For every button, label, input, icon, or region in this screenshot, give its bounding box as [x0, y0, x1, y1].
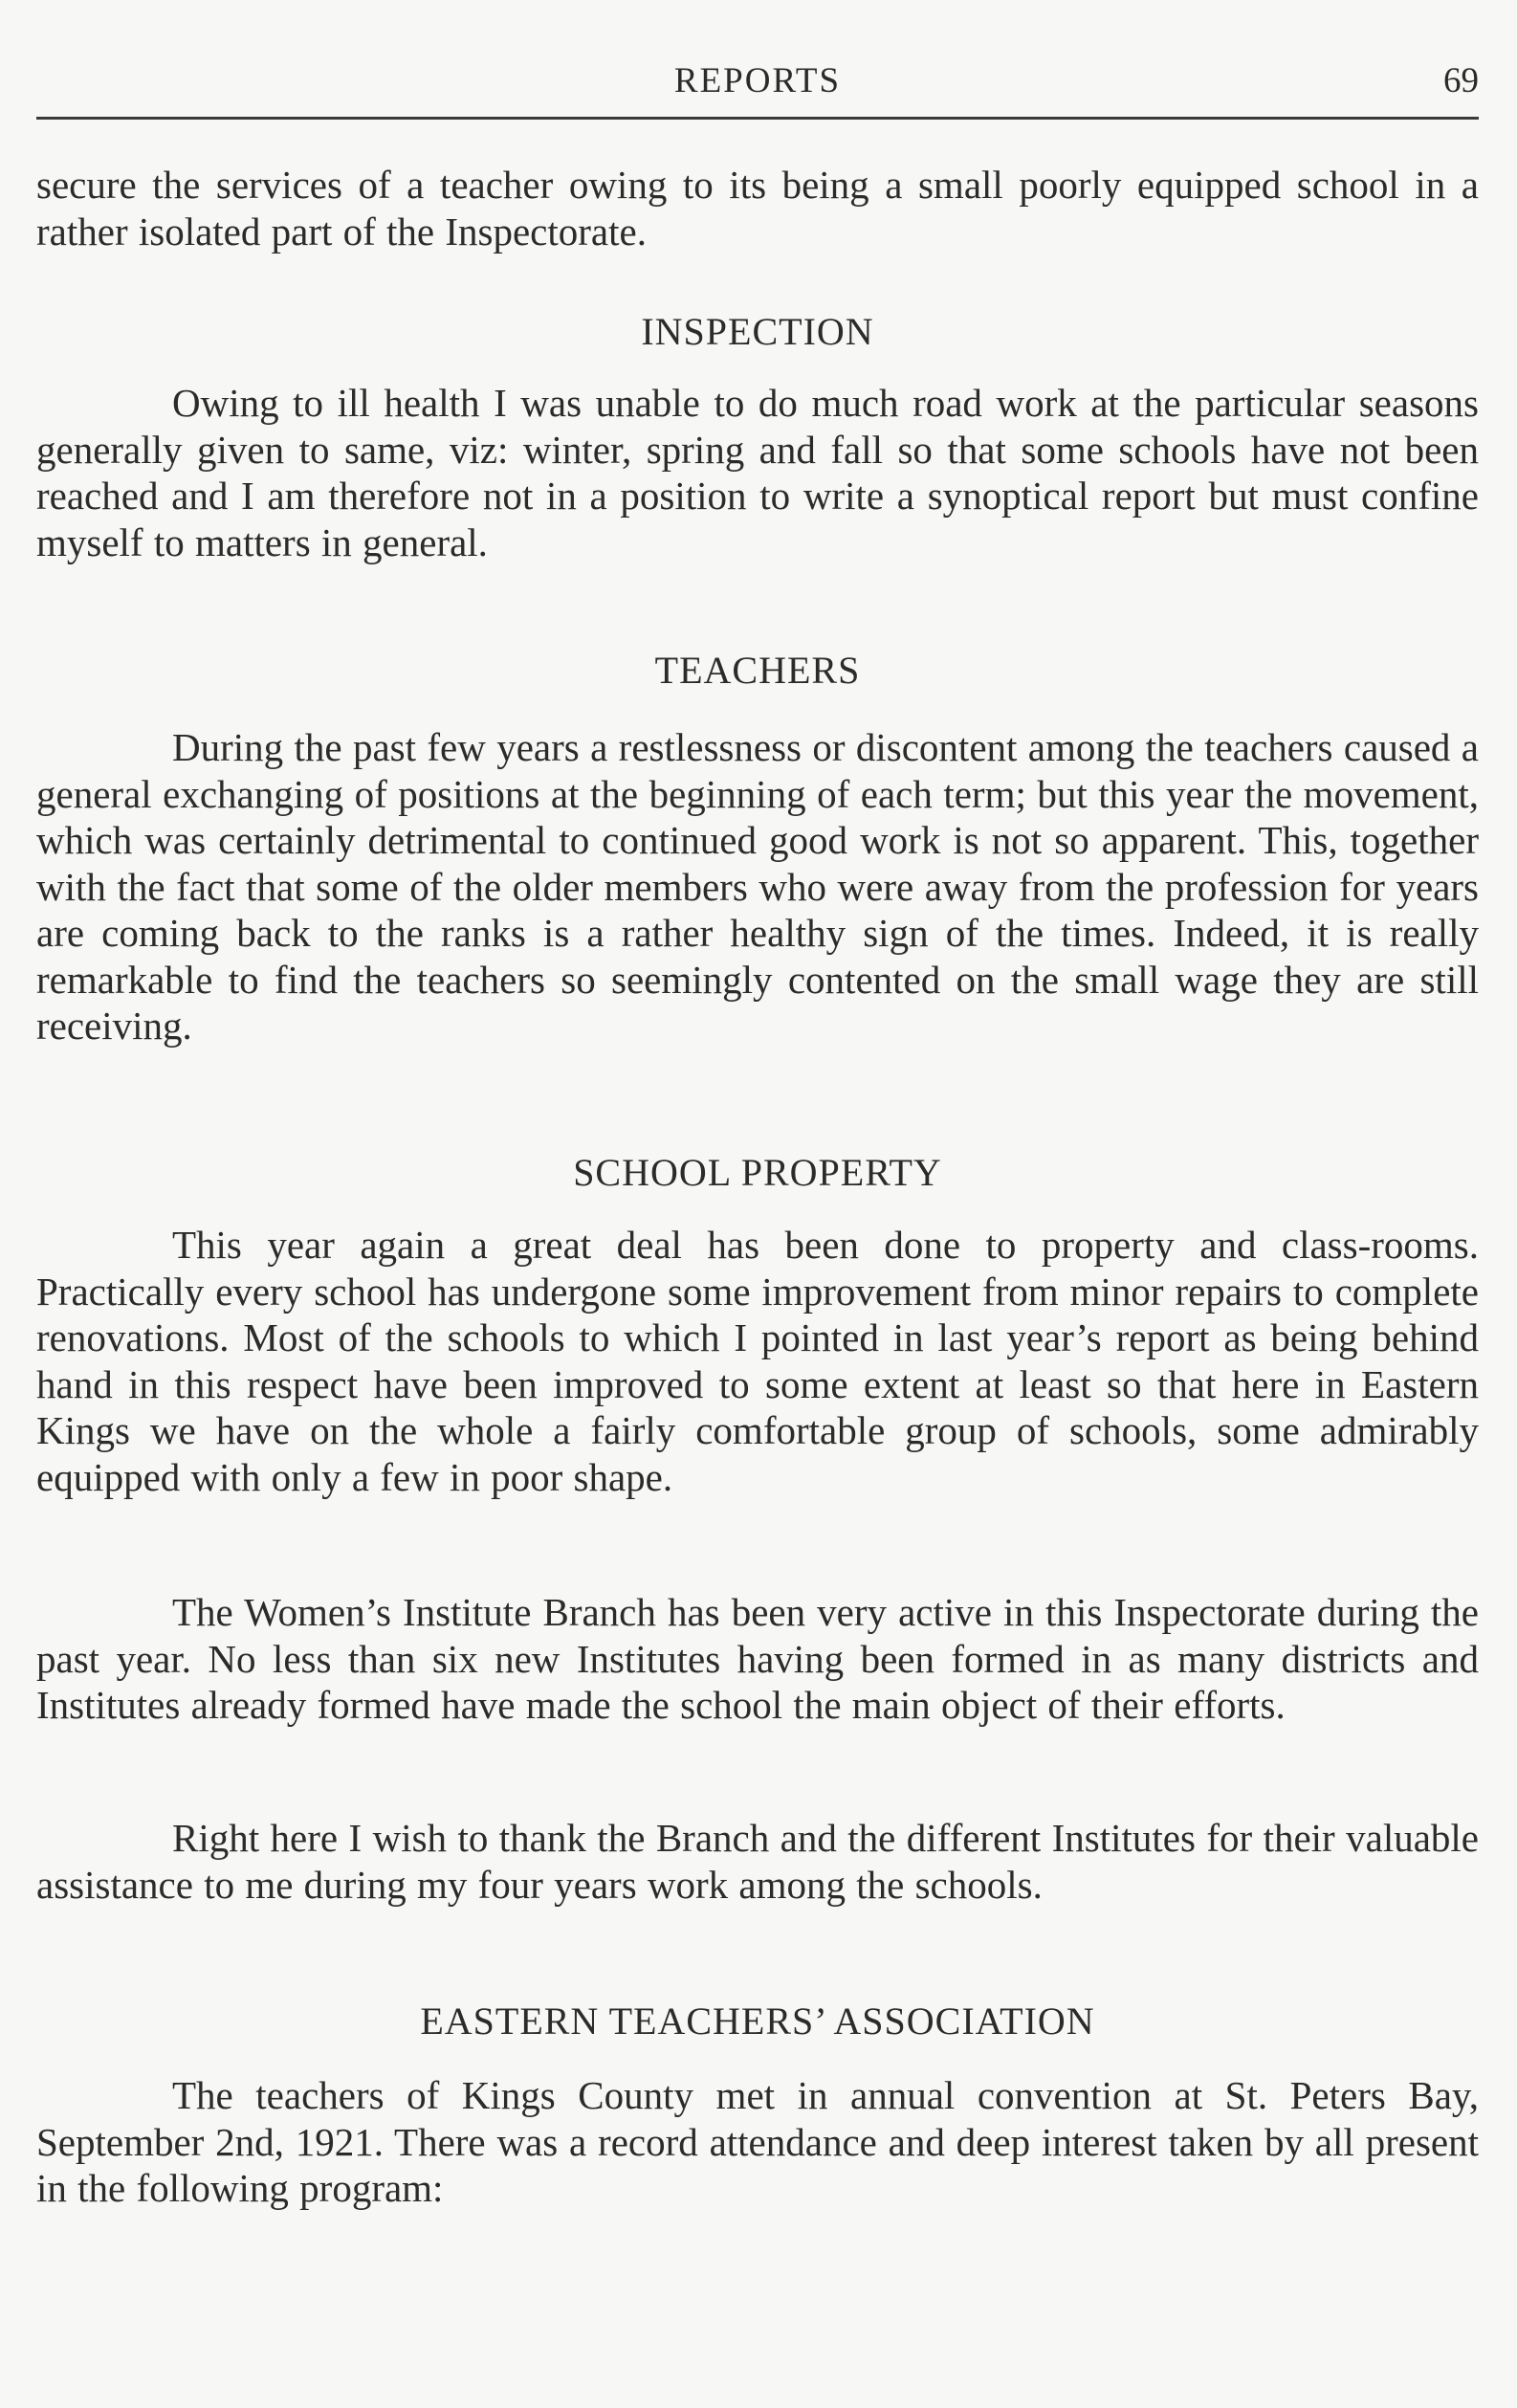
eastern-teachers-paragraph: The teachers of Kings County met in annual convention at St. Peters Bay, September 2nd, 1921. There was a record attendance and deep interest taken by all present in the following program:: [36, 2073, 1479, 2210]
intro-paragraph: secure the services of a teacher owing to its being a small poorly equipped school in a rather isolated part of the Inspectorate.: [36, 163, 1479, 254]
school-property-paragraph-3: Right here I wish to thank the Branch and the different Institutes for their valuable assistance to me during my four years work among the schools.: [36, 1816, 1479, 1907]
school-property-paragraph-2: The Women’s Institute Branch has been very active in this Inspectorate during the past year. No less than six new Institutes having been formed in as many districts and Institutes already formed have made the school the main object of their efforts.: [36, 1590, 1479, 1727]
inspection-paragraph: Owing to ill health I was unable to do much road work at the particular seasons generally given to same, viz: winter, spring and fall so that some schools have not been reached and I am therefore not in a position to write a synoptical report but must confine myself to matters in general.: [36, 381, 1479, 564]
teachers-paragraph: During the past few years a restlessness or discontent among the teachers caused a general exchanging of positions at the beginning of each term; but this year the movement, which was certainly detrimental to continued good work is not so apparent. This, together with the fact that some of the older members who were away from the profession for years are coming back to the ranks is a rather healthy sign of the times. Indeed, it is really remarkable to find the teachers so seemingly contented on the small wage they are still receiving.: [36, 725, 1479, 1048]
page-number: 69: [1443, 61, 1479, 100]
running-title: REPORTS: [673, 61, 842, 100]
eastern-teachers-heading: EASTERN TEACHERS’ ASSOCIATION: [420, 1999, 1095, 2043]
inspection-heading: INSPECTION: [641, 310, 874, 353]
running-header: [36, 57, 1479, 120]
school-property-paragraph-1: This year again a great deal has been done to property and class-rooms. Practically every school has undergone some improvement from minor repairs to complete renovations. Most of the schools to which I pointed in last year’s report as being behind hand in this respect have been improved to some extent at least so that here in Eastern Kings we have on the whole a fairly comfortable group of schools, some admirably equipped with only a few in poor shape.: [36, 1223, 1479, 1499]
teachers-heading: TEACHERS: [654, 649, 861, 692]
school-property-heading: SCHOOL PROPERTY: [573, 1151, 942, 1194]
